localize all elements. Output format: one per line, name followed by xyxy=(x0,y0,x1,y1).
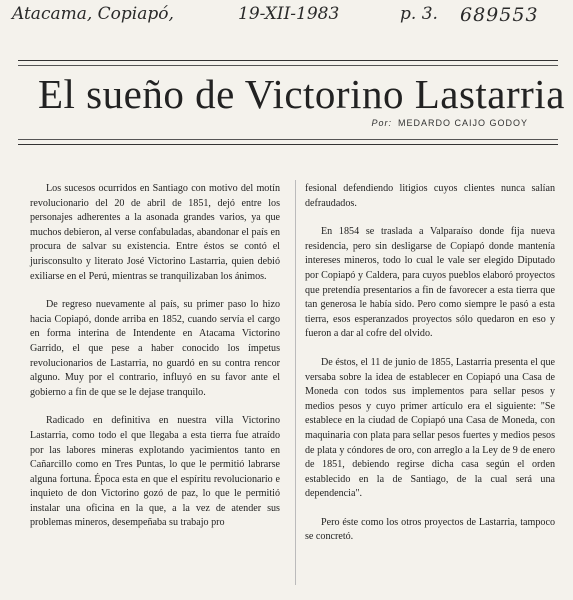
headline-box xyxy=(18,60,565,145)
byline-prefix: Por: xyxy=(371,118,392,128)
byline-author: MEDARDO CAIJO GODOY xyxy=(397,118,528,128)
annotation-date: 19-XII-1983 xyxy=(238,4,340,24)
left-column xyxy=(30,182,280,545)
paragraph: Radicado en definitiva en nuestra villa Victorino Lastarria, como todo el que llegaba a esta tierra fue atraído por las labores mineras explotando yacimientos tanto en Cañarcillo como en Tres Puntas, lo que le permitió labrarse alguna fortuna. Época esta en que el espíritu revolucionario e inquieto de don Victorino gozó de paz, lo que le permitió instalar una oficina en la que, a la vez de atender sus problemas mineros, desempeñaba su trabajo pro xyxy=(30,415,280,529)
annotation-number: 689553 xyxy=(460,4,539,26)
annotation-page: p. 3. xyxy=(400,4,438,24)
right-column xyxy=(305,182,555,559)
paragraph: En 1854 se traslada a Valparaíso donde fija nueva residencia, pero sin desligarse de Copiapó donde mantenía intereses mineros, todo lo cual le vale ser elegido Diputado por Copiapó y Caldera, para cuyos pueblos elaboró proyectos que pretendía presentarios a fin de favorecer a esta tierra que tan generosa le había sido. Pero como siempre le pasó a esta tierra, esos esperanzados proyectos sólo quedaron en eso y fueron a dar al cofre del olvido. xyxy=(305,226,555,340)
paragraph: fesional defendiendo litigios cuyos clientes nunca salían defraudados. xyxy=(305,183,555,209)
annotation-place: Atacama, Copiapó, xyxy=(12,4,174,24)
column-divider xyxy=(295,180,296,585)
paragraph: Los sucesos ocurridos en Santiago con motivo del motín revolucionario del 20 de abril de 1851, dejó entre los personajes adherentes a la asonada grandes varios, ya que muchos debieron, al verse confabuladas, abandonar el país en procura de salvar su existencia. Entre éstos se contó el jurisconsulto y literato José Victorino Lastarria, quien debió exiliarse en el Perú, mientras se tranquilizaban los ánimos. xyxy=(30,183,280,282)
paragraph: Pero éste como los otros proyectos de Lastarria, tampoco se concretó. xyxy=(305,516,555,543)
paragraph: De éstos, el 11 de junio de 1855, Lastarria presenta el que versaba sobre la idea de establecer en Copiapó una Casa de Moneda con todos sus implementos para sellar pesos y medios pesos y cuyo primer artículo era el siguiente: "Se establece en la ciudad de Copiapó una Casa de Moneda, con maquinaria con plata para sellar pesos fuertes y medios pesos de plata y cóndores de oro, con arreglo a la Ley de 9 de enero de 1851, debiendo regirse dicha casa según el orden establecido en la de Santiago, de la cual será una dependencia". xyxy=(305,356,555,500)
article-title: El sueño de Victorino Lastarria xyxy=(38,71,565,117)
article-byline xyxy=(371,118,528,128)
paragraph: De regreso nuevamente al país, su primer paso lo hizo hacia Copiapó, donde arriba en 1852, cuando servía el cargo en forma interina de Intendente en Atacama Victorino Garrido, el que pese a haber conocido los ímpetus revolucionarios de Lastarria, no guardó en su contra rencor alguno. Muy por el contrario, influyó en su favor ante el gobierno a fin de que se le dejase tranquilo. xyxy=(30,299,280,398)
handwritten-annotation xyxy=(8,4,565,30)
